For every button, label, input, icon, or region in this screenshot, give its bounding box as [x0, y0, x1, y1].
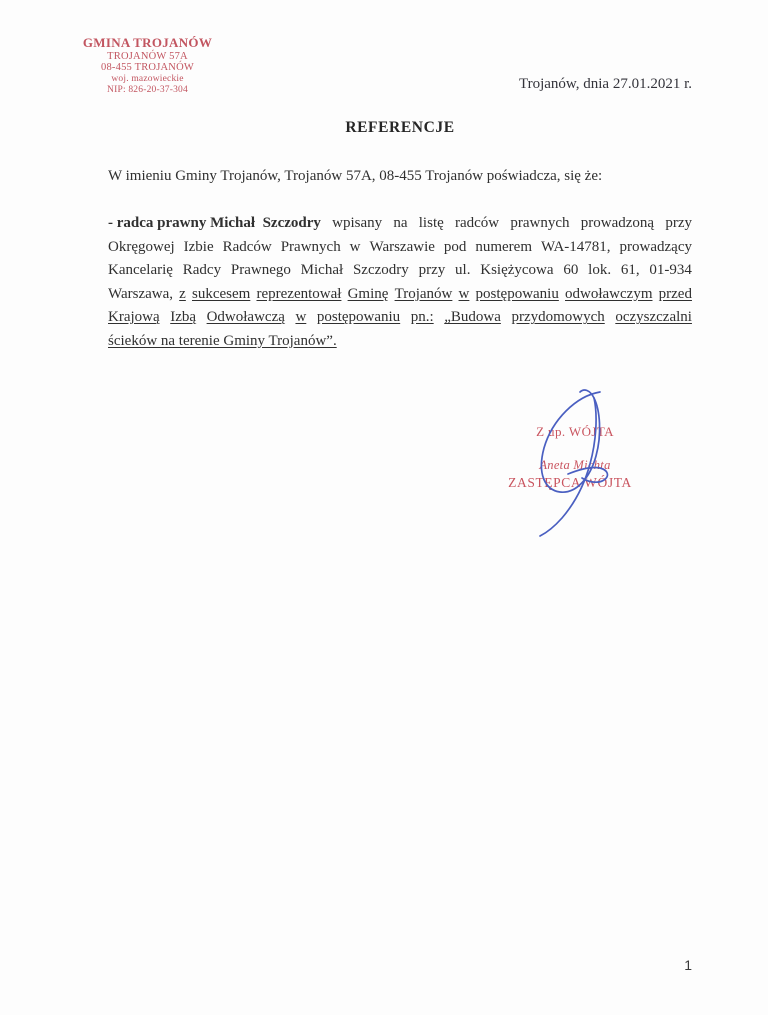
date-line: Trojanów, dnia 27.01.2021 r. [518, 76, 692, 92]
lawyer-name-bold: - radca prawny Michał Szczodry [108, 215, 321, 231]
signature-role-top: Z up. WÓJTA [536, 424, 614, 439]
body-line-3: Kancelarię Radcy Prawnego Michał Szczodry przy ul. Księżycowa 60 lok. 61, 01-934 [108, 262, 692, 279]
signature-role-bottom: ZASTĘPCA WÓJTA [508, 475, 632, 490]
org-stamp-address: TROJANÓW 57A [107, 50, 188, 62]
org-stamp-postal: 08-455 TROJANÓW [101, 62, 194, 74]
signature-stamp [500, 424, 650, 491]
org-stamp-name: GMINA TROJANÓW [82, 35, 213, 50]
body-line-2: Okręgowej Izbie Radców Prawnych w Warszawie pod numerem WA-14781, prowadzący [108, 238, 692, 255]
body-line-4: Warszawa, z sukcesem reprezentował Gminę Trojanów w postępowaniu odwoławczym przed [108, 285, 692, 302]
body-line-5: Krajową Izbą Odwoławczą w postępowaniu pn.: „Budowa przydomowych oczyszczalni [108, 309, 692, 326]
body-line-1: - radca prawny Michał Szczodry wpisany na listę radców prawnych prowadzoną przy [108, 212, 692, 236]
page-number: 1 [684, 957, 692, 973]
body-line-6: ścieków na terenie Gminy Trojanów”. [108, 332, 337, 349]
intro-paragraph: W imieniu Gminy Trojanów, Trojanów 57A, 08-455 Trojanów poświadcza, się że: [108, 168, 603, 184]
org-stamp-nip: NIP: 826-20-37-304 [107, 84, 188, 95]
signatory-name: Aneta Michta [539, 458, 611, 472]
org-stamp-region: woj. mazowieckie [111, 74, 184, 85]
organization-stamp [70, 36, 225, 95]
page-title: REFERENCJE [345, 119, 455, 136]
body-text [108, 212, 692, 354]
